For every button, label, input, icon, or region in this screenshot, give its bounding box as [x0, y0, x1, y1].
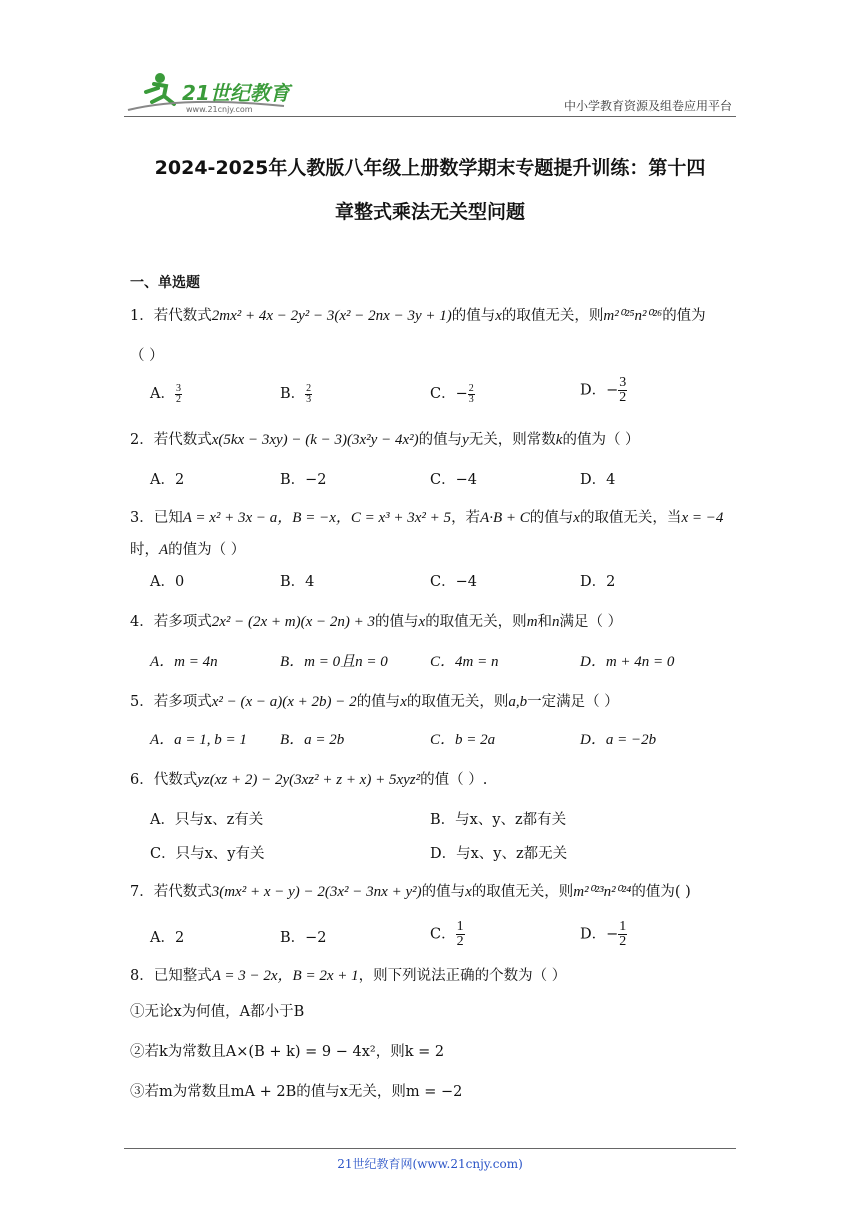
option-d[interactable]: D．a = −2b — [580, 732, 657, 748]
option-b[interactable]: B．4 — [280, 574, 315, 590]
question-3: 3．已知A = x² + 3x − a，B = −x，C = x³ + 3x² + 5，若A·B + C的值与x的取值无关，当x = −4 — [130, 510, 724, 526]
svg-text:www.21cnjy.com: www.21cnjy.com — [186, 105, 253, 114]
statement-1: ①无论x为何值，A都小于B — [130, 1004, 305, 1020]
option-c[interactable]: C．− $\frac{2}{3}$ — [430, 382, 474, 405]
option-d[interactable]: D．m + 4n = 0 — [580, 654, 675, 670]
question-1-blank: （ ） — [130, 348, 164, 364]
question-5: 5．若多项式x² − (x − a)(x + 2b) − 2的值与x的取值无关，则a,b一定满足（ ） — [130, 694, 619, 710]
option-d[interactable]: D．4 — [580, 472, 616, 488]
option-d[interactable]: D．与x、y、z都无关 — [430, 846, 568, 862]
site-logo — [124, 66, 294, 116]
option-a[interactable]: A．m = 4n — [150, 654, 218, 670]
statement-2: ②若k为常数且A×(B + k) = 9 − 4x²，则k = 2 — [130, 1044, 445, 1060]
option-b[interactable]: B．−2 — [280, 472, 327, 488]
option-b[interactable]: B．−2 — [280, 930, 327, 946]
svg-text:21世纪教育: 21世纪教育 — [182, 81, 290, 105]
footer-divider — [124, 1148, 736, 1149]
option-b[interactable]: B． $\frac{2}{3}$ — [280, 382, 312, 405]
question-1: 1．若代数式2mx² + 4x − 2y² − 3(x² − 2nx − 3y + 1)的值与x的取值无关，则m²⁰²⁵n²⁰²⁶的值为 — [130, 308, 706, 324]
option-c[interactable]: C．b = 2a — [430, 732, 496, 748]
option-a[interactable]: A．只与x、z有关 — [150, 812, 264, 828]
option-b[interactable]: B．m = 0且n = 0 — [280, 654, 388, 670]
title-line-2: 章整式乘法无关型问题 — [334, 201, 525, 223]
question-7: 7．若代数式3(mx² + x − y) − 2(3x² − 3nx + y²)的值与x的取值无关，则m²⁰²³n²⁰²⁴的值为( ) — [130, 884, 691, 900]
option-a[interactable]: A．a = 1, b = 1 — [150, 732, 247, 748]
option-c[interactable]: C．只与x、y有关 — [150, 846, 265, 862]
option-a[interactable]: A．2 — [150, 472, 185, 488]
option-d[interactable]: D．− $\frac{3}{2}$ — [580, 375, 627, 405]
option-a[interactable]: A．2 — [150, 930, 185, 946]
footer-link[interactable]: 21世纪教育网(www.21cnjy.com) — [337, 1157, 523, 1171]
question-8: 8．已知整式A = 3 − 2x，B = 2x + 1，则下列说法正确的个数为（ ） — [130, 968, 567, 984]
title-line-1: 2024-2025年人教版八年级上册数学期末专题提升训练：第十四 — [154, 157, 706, 179]
header-divider — [124, 116, 736, 117]
option-c[interactable]: C．−4 — [430, 574, 477, 590]
option-b[interactable]: B．a = 2b — [280, 732, 345, 748]
option-c[interactable]: C．4m = n — [430, 654, 499, 670]
document-title — [120, 146, 740, 234]
option-b[interactable]: B．与x、y、z都有关 — [430, 812, 567, 828]
option-a[interactable]: A．0 — [150, 574, 185, 590]
question-3-line-2: 时，A的值为（ ） — [130, 542, 246, 558]
statement-3: ③若m为常数且mA + 2B的值与x无关，则m = −2 — [130, 1084, 463, 1100]
option-c[interactable]: C． $\frac{1}{2}$ — [430, 919, 464, 949]
option-d[interactable]: D．2 — [580, 574, 616, 590]
section-heading: 一、单选题 — [130, 275, 200, 291]
question-4: 4．若多项式2x² − (2x + m)(x − 2n) + 3的值与x的取值无关，则m和n满足（ ） — [130, 614, 623, 630]
option-d[interactable]: D．− $\frac{1}{2}$ — [580, 919, 627, 949]
option-a[interactable]: A． $\frac{3}{2}$ — [150, 382, 181, 405]
option-c[interactable]: C．−4 — [430, 472, 477, 488]
question-2: 2．若代数式x(5kx − 3xy) − (k − 3)(3x²y − 4x²)的值与y无关，则常数k的值为（ ） — [130, 432, 640, 448]
question-6: 6．代数式yz(xz + 2) − 2y(3xz² + z + x) + 5xyz²的值（ ）. — [130, 772, 488, 788]
header-slogan: 中小学教育资源及组卷应用平台 — [563, 99, 732, 113]
